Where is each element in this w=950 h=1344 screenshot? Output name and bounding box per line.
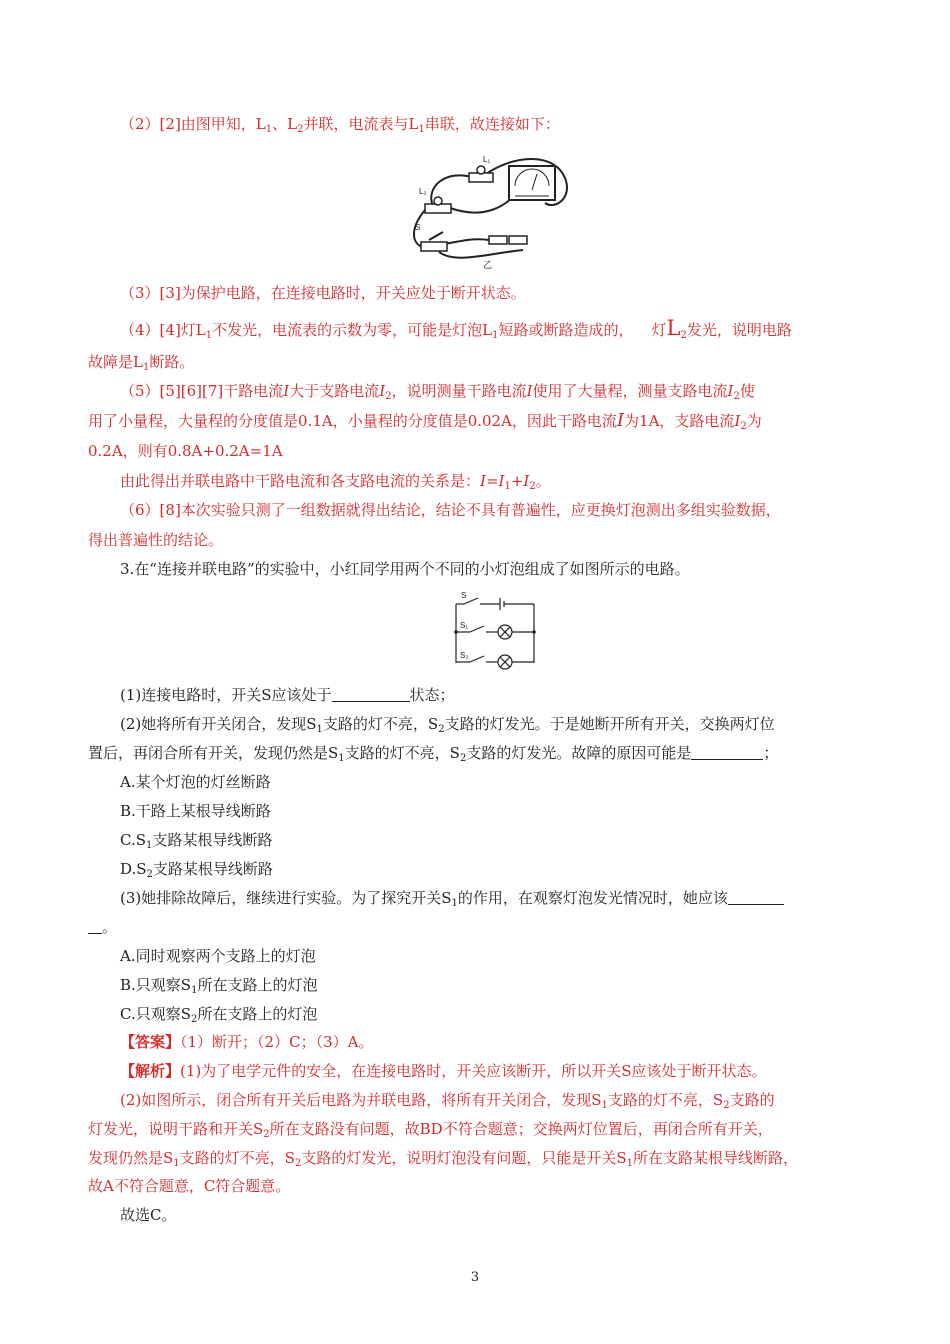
answer-blank-3b <box>88 919 102 934</box>
question-3-part-3-line2: 。 <box>88 916 864 938</box>
svg-text:L₂: L₂ <box>419 187 427 196</box>
solution-part-6-line1: （6）[8]本次实验只测了一组数据就得出结论，结论不具有普遍性，应更换灯泡测出多组实验数据， <box>120 501 781 519</box>
lamp-l2-board <box>419 187 451 213</box>
circuit-wiring-figure <box>405 148 575 273</box>
answer-line: 【答案】（1）断开；（2）C；（3）A。 <box>120 1033 374 1051</box>
part-3-option-a: A.同时观察两个支路上的灯泡 <box>120 947 316 965</box>
answer-blank-1 <box>332 687 410 702</box>
question-3-part-2-line2: 置后，再闭合所有开关，发现仍然是$S_1$支路的灯不亮，$S_2$支路的灯发光。故障的原因可能是 ； <box>88 744 779 764</box>
solution-part-5-line1: （5）[5][6][7]干路电流I大于支路电流$I_2$，说明测量干路电流I使用了大量程，测量支路电流$I_2$使 <box>120 382 755 402</box>
svg-text:S₁: S₁ <box>460 621 469 630</box>
ammeter <box>509 166 555 200</box>
solution-part-5-line3: 0.2A，则有0.8A+0.2A=1A <box>88 442 283 460</box>
question-3-part-3-line1: (3)她排除故障后，继续进行实验。为了探究开关$S_1$的作用，在观察灯泡发光情况时，她应该 <box>120 887 864 909</box>
svg-text:S₂: S₂ <box>460 651 469 660</box>
analysis-line-1: 【解析】(1)为了电学元件的安全，在连接电路时，开关应该断开，所以开关S应该处于断开状态。 <box>120 1062 767 1080</box>
svg-text:S: S <box>461 591 467 600</box>
option-b: B.干路上某根导线断路 <box>120 802 271 820</box>
analysis-line-4: 发现仍然是$S_1$支路的灯不亮，$S_2$支路的灯发光，说明灯泡没有问题，只能是开关$S_1$所在支路某根导线断路， <box>88 1149 798 1169</box>
solution-part-6-line2: 得出普遍性的结论。 <box>88 531 224 549</box>
option-a: A.某个灯泡的灯丝断路 <box>120 773 271 791</box>
option-c: $C.S_1$支路某根导线断路 <box>120 831 273 851</box>
solution-part-4-line2: 故障是$L_1$断路。 <box>88 353 195 373</box>
part-3-option-c: C.只观察$S_2$所在支路上的灯泡 <box>120 1005 318 1025</box>
page-number: 3 <box>470 1270 480 1285</box>
solution-part-5-conclusion: 由此得出并联电路中干路电流和各支路电流的关系是：$I=I_1+I_2$。 <box>120 472 551 492</box>
lamp-l1-board <box>469 155 493 182</box>
solution-part-3: （3）[3]为保护电路，在连接电路时，开关应处于断开状态。 <box>120 284 526 302</box>
answer-label: 【答案】 <box>120 1033 181 1051</box>
answer-blank-2 <box>691 745 763 760</box>
svg-text:L₁: L₁ <box>483 155 491 164</box>
solution-part-4-line1: （4）[4]灯$L_1$不发光，电流表的示数为零，可能是灯泡$L_1$短路或断路造成的， 灯$L_2$发光，说明电路 <box>120 316 792 341</box>
analysis-label: 【解析】 <box>120 1062 181 1080</box>
question-3-part-2-line1: (2)她将所有开关闭合，发现$S_1$支路的灯不亮，$S_2$支路的灯发光。于是她断开所有开关，交换两灯位 <box>120 715 775 735</box>
battery <box>489 236 527 244</box>
answer-blank-3a <box>728 890 784 905</box>
question-3-part-1: (1)连接电路时，开关S应该处于 状态； <box>120 686 455 704</box>
part-3-option-b: B.只观察$S_1$所在支路上的灯泡 <box>120 976 318 996</box>
solution-part-2: （2）[2]由图甲知，$L_1$、$L_2$并联，电流表与$L_1$串联，故连接如下： <box>120 115 560 135</box>
svg-text:S: S <box>415 223 421 232</box>
option-d: $D.S_2$支路某根导线断路 <box>120 860 273 880</box>
parallel-circuit-diagram <box>448 588 544 670</box>
solution-part-5-line2: 用了小量程，大量程的分度值是0.1A，小量程的分度值是0.02A，因此干路电流I为1A，支路电流$I_2$为 <box>88 410 762 432</box>
analysis-line-5: 故A不符合题意，C符合题意。 <box>88 1177 291 1195</box>
analysis-line-2: (2)如图所示，闭合所有开关后电路为并联电路，将所有开关闭合，发现$S_1$支路的灯不亮，$S_2$支路的 <box>120 1091 775 1111</box>
analysis-line-3: 灯发光，说明干路和开关$S_2$所在支路没有问题，故BD不符合题意；交换两灯位置后，再闭合所有开关， <box>88 1120 773 1140</box>
analysis-line-6: 故选C。 <box>120 1206 177 1224</box>
question-3-title: 3.在“连接并联电路”的实验中，小红同学用两个不同的小灯泡组成了如图所示的电路。 <box>120 560 690 578</box>
figure-caption: 乙 <box>483 261 493 271</box>
